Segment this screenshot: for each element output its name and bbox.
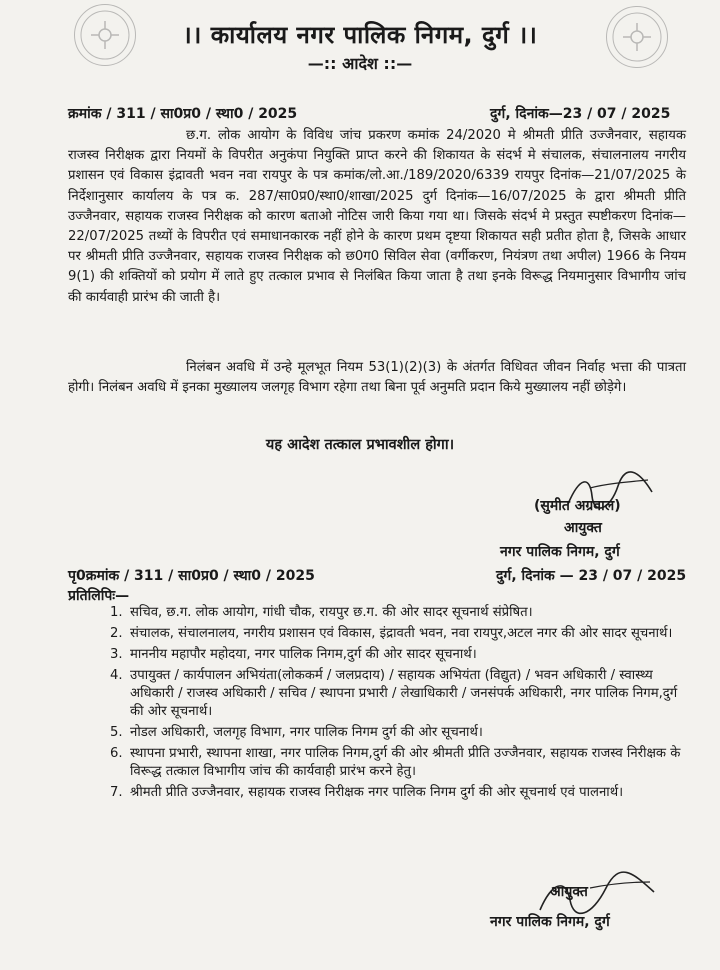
list-item	[110, 745, 690, 781]
list-item-text: माननीय महापौर महोदया, नगर पालिक निगम,दुर्ग की ओर सादर सूचनार्थ।	[130, 647, 477, 662]
list-item-text: श्रीमती प्रीति उज्जैनवार, सहायक राजस्व निरीक्षक नगर पालिक निगम दुर्ग की ओर सूचनार्थ एवं पालनार्थ।	[130, 785, 624, 800]
list-item-text: उपायुक्त / कार्यपालन अभियंता(लोककर्म / जलप्रदाय) / सहायक अभियंता (विद्युत) / भवन अधिकारी / स्वास्थ्य अधिकारी / राजस्व अधिकारी / सचिव / स्थापना प्रभारी / लेखाधिकारी / जनसंपर्क अधिकारी, नगर पालिक निगम,दुर्ग की ओर सूचनार्थ।	[130, 668, 678, 719]
order-paragraph-1: छ.ग. लोक आयोग के विविध जांच प्रकरण कमांक 24/2020 मे श्रीमती प्रीति उज्जैनवार, सहायक राजस्व निरीक्षक द्वारा नियमों के विपरीत अनुकंपा नियुक्ति प्राप्त करने की शिकायत के संदर्भ मे संचालक, संचालनालय नगरीय प्रशासन एवं विकास इंद्रावती भवन नवा रायपुर के पत्र कमांक/लो.आ./189/2020/6339 रायपुर दिनांक—21/07/2025 के निर्देशानुसार कार्यालय के पत्र क. 287/सा0प्र0/स्था0/शाखा/2025 दुर्ग दिनांक—16/07/2025 के द्वारा श्रीमती प्रीति उज्जैनवार, सहायक राजस्व निरीक्षक को कारण बताओ नोटिस जारी किया गया था। जिसके संदर्भ मे प्रस्तुत स्पष्टीकरण दिनांक—22/07/2025 तथ्यों के विपरीत एवं समाधानकारक नहीं होने के कारण प्रथम दृष्टया शिकायत सही प्रतीत होता है, जिसके आधार पर श्रीमती प्रीति उज्जैनवार, सहायक राजस्व निरीक्षक को छ0ग0 सिविल सेवा (वर्गीकरण, नियंत्रण तथा अपील) 1966 के नियम 9(1) की शक्तियों को प्रयोग में लाते हुए तत्काल प्रभाव से निलंबित किया जाता है तथा इनके विरूद्ध नियमानुसार विभागीय जांच की कार्यवाही प्रारंभ की जाती है।	[68, 128, 686, 305]
copy-to-list	[110, 604, 690, 805]
list-item-number: 4.	[110, 668, 123, 683]
effective-statement: यह आदेश तत्काल प्रभावशील होगा।	[265, 437, 455, 453]
list-item-text: सचिव, छ.ग. लोक आयोग, गांधी चौक, रायपुर छ.ग. की ओर सादर सूचनार्थ संप्रेषित।	[130, 605, 533, 620]
order-heading: —:: आदेश ::—	[307, 54, 413, 73]
list-item-number: 1.	[110, 605, 123, 620]
order-date: दुर्ग, दिनांक—23 / 07 / 2025	[490, 106, 671, 122]
list-item-number: 5.	[110, 725, 123, 740]
list-item	[110, 667, 690, 721]
list-item	[110, 646, 690, 664]
signatory-office: नगर पालिक निगम, दुर्ग	[490, 914, 610, 930]
signatory-office: नगर पालिक निगम, दुर्ग	[500, 544, 620, 560]
list-item	[110, 604, 690, 622]
signatory-name: (सुमीत अग्रवाल)	[534, 498, 621, 514]
list-item-number: 7.	[110, 785, 123, 800]
office-title: ।। कार्यालय नगर पालिक निगम, दुर्ग ।।	[182, 21, 538, 49]
copy-to-label: प्रतिलिपिः—	[68, 588, 130, 604]
order-paragraph-2: निलंबन अवधि में उन्हे मूलभूत नियम 53(1)(2)(3) के अंतर्गत विधिवत जीवन निर्वाह भत्ता की पात्रता होगी। निलंबन अवधि में इनका मुख्यालय जलगृह विभाग रहेगा तथा बिना पूर्व अनुमति प्रदान किये मुख्यालय नहीं छोड़ेगे।	[68, 360, 686, 396]
signatory-designation: आयुक्त	[550, 884, 588, 900]
list-item	[110, 724, 690, 742]
list-item	[110, 784, 690, 802]
list-item-number: 6.	[110, 746, 123, 761]
list-item-number: 3.	[110, 647, 123, 662]
list-item-text: संचालक, संचालनालय, नगरीय प्रशासन एवं विकास, इंद्रावती भवन, नवा रायपुर,अटल नगर की ओर सादर सूचनार्थ।	[130, 626, 673, 641]
endorsement-date: दुर्ग, दिनांक — 23 / 07 / 2025	[496, 568, 687, 584]
list-item-text: स्थापना प्रभारी, स्थापना शाखा, नगर पालिक निगम,दुर्ग की ओर श्रीमती प्रीति उज्जैनवार, सहायक राजस्व निरीक्षक के विरूद्ध तत्काल विभागीय जांच की कार्यवाही प्रारंभ करने हेतु।	[130, 746, 681, 779]
order-number: क्रमांक / 311 / सा0प्र0 / स्था0 / 2025	[68, 106, 298, 122]
signatory-designation: आयुक्त	[564, 520, 602, 536]
list-item	[110, 625, 690, 643]
list-item-number: 2.	[110, 626, 123, 641]
list-item-text: नोडल अधिकारी, जलगृह विभाग, नगर पालिक निगम दुर्ग की ओर सूचनार्थ।	[130, 725, 483, 740]
endorsement-number: पृ0क्रमांक / 311 / सा0प्र0 / स्था0 / 2025	[68, 568, 315, 584]
